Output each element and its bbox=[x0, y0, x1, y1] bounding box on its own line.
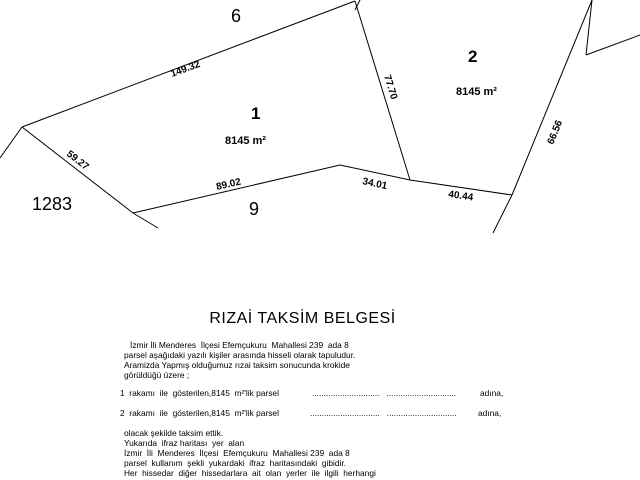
neighbor-label-bottom: 9 bbox=[249, 199, 260, 219]
boundary-right-edge bbox=[512, 0, 592, 195]
parcel-2-number: 2 bbox=[468, 47, 478, 66]
parcel-boundaries bbox=[0, 0, 640, 233]
boundary-bottom-right-extension bbox=[493, 195, 512, 233]
row-1-prefix: 1 rakamı ile gösterilen,8145 m²'lik parsel bbox=[120, 388, 279, 398]
intro-line-2: parsel aşağıdaki yazılı kişiler arasında hisseli olarak tapuludur. bbox=[124, 350, 356, 360]
dimension-bottom-right-edge: 40.44 bbox=[447, 189, 474, 204]
document-title: RIZAİ TAKSİM BELGESİ bbox=[209, 310, 396, 327]
boundary-top-left-extension bbox=[0, 127, 22, 158]
row-1-suffix: adına, bbox=[480, 388, 504, 398]
closing-line-4: parsel kullanım şekli yukardaki ifraz haritasındaki gibidir. bbox=[124, 458, 347, 468]
parcel-1-number: 1 bbox=[251, 104, 261, 123]
row-2-dots: .............................. .............................. bbox=[310, 408, 457, 418]
intro-line-3: Aramizda Yapmış olduğumuz rızai taksim sonucunda krokide bbox=[124, 360, 350, 370]
dimension-top-edge: 149.32 bbox=[169, 59, 202, 80]
boundary-divider bbox=[355, 1, 410, 180]
row-2-prefix: 2 rakamı ile gösterilen,8145 m²'lik parsel bbox=[120, 408, 279, 418]
dimension-right-edge: 66.56 bbox=[545, 118, 566, 147]
neighbor-label-left: 1283 bbox=[32, 194, 73, 214]
row-2-suffix: adına, bbox=[478, 408, 502, 418]
dimension-bottom-left-edge: 89.02 bbox=[215, 176, 243, 193]
row-1-dots: ............................. .............................. bbox=[312, 388, 457, 398]
closing-line-5: Her hissedar diğer hissedarlara ait olan yerler ile ilgili herhangi bbox=[124, 468, 376, 478]
boundary-bottom-left-extension bbox=[133, 213, 158, 228]
boundary-far-right-edge bbox=[586, 35, 640, 55]
dimension-left-edge: 59.27 bbox=[64, 148, 91, 173]
parcel-2-area: 8145 m² bbox=[456, 86, 497, 98]
neighbor-label-top-left: 6 bbox=[231, 6, 242, 26]
intro-line-1: İzmir İli Menderes İlçesi Efemçukuru Mahallesi 239 ada 8 bbox=[130, 340, 349, 350]
parcel-1-area: 8145 m² bbox=[225, 135, 266, 147]
closing-line-1: olacak şekilde taksim ettik. bbox=[124, 428, 224, 438]
dimension-divider-edge: 77.70 bbox=[381, 73, 399, 101]
intro-line-4: görüldüğü üzere ; bbox=[124, 370, 190, 380]
closing-line-2: Yukarıda ifraz haritası yer alan bbox=[124, 438, 245, 448]
dimension-bottom-mid-edge: 34.01 bbox=[361, 176, 389, 193]
closing-line-3: İzmir İli Menderes İlçesi Efemçukuru Mahallesi 239 ada 8 bbox=[124, 448, 350, 458]
